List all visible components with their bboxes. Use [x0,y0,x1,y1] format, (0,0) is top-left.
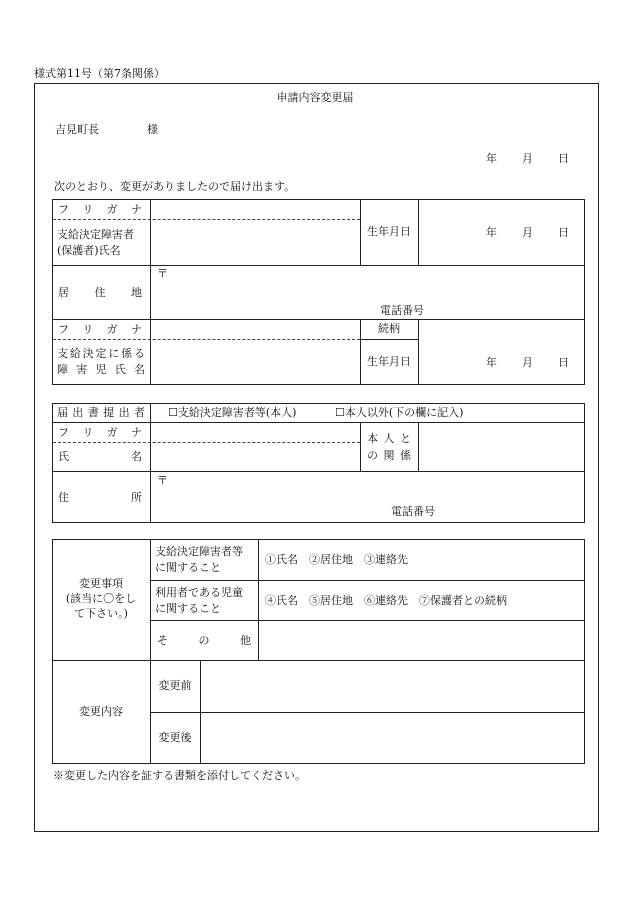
furigana-char: フ [58,323,69,336]
table-divider [150,580,585,581]
label-char: の [198,634,210,647]
before-label: 変更前 [158,678,192,692]
furigana-char: ガ [106,426,118,439]
label-char: 給 [69,347,81,360]
table-divider [150,620,585,621]
label-char: 氏 [114,363,126,376]
furigana-char: リ [82,426,94,439]
table-divider [52,319,585,320]
table-divider [418,319,419,385]
change-content-label: 変更内容 [79,704,123,718]
label-char: 人 [383,432,395,445]
other-label [157,635,251,646]
attachment-note: ※変更した内容を証する書類を添付してください。 [53,769,306,782]
label-char: 係 [400,449,411,462]
submitter-furigana-label [58,427,142,438]
child-birth-month-label: 月 [522,356,533,369]
relation-label-line1 [367,433,411,444]
child-name-label-line1 [57,348,145,359]
submitter-name-label [58,451,142,462]
table-divider [418,422,419,471]
birth-year-label: 年 [486,226,497,239]
table-divider [150,712,585,713]
label-char: 提 [103,406,115,419]
row1-label [155,544,243,576]
postal-mark: 〒 [157,267,168,280]
label-char: 所 [131,491,142,504]
label-line: 利用者である児童 [155,586,243,599]
birth-month-label: 月 [522,226,533,239]
submitter-postal-mark: 〒 [157,474,168,487]
label-char: そ [157,634,168,647]
label-char: 関 [383,449,395,462]
dashed-divider [53,339,360,340]
child-birth-day-label: 日 [558,356,569,369]
label-char: 書 [87,406,99,419]
label-char: 決 [82,347,94,360]
applicant-name-label [57,227,134,259]
table-divider [52,422,585,423]
table-divider [150,199,151,385]
furigana-char: ガ [106,203,118,216]
date-month-label: 月 [522,152,533,165]
table-divider [418,199,419,265]
label-line: 支給決定障害者等 [155,545,243,558]
label-char: 障 [57,363,68,376]
row2-label [155,585,243,617]
table-divider [52,471,585,472]
label-char: 住 [58,491,69,504]
change-items-label [52,539,150,660]
submitter-phone-label: 電話番号 [391,505,435,518]
after-label: 変更後 [158,730,192,744]
phone-label: 電話番号 [380,304,424,317]
intro-text: 次のとおり、変更がありましたので届け出ます。 [54,180,296,193]
table-divider [52,265,585,266]
furigana-char: フ [58,203,69,216]
addressee-honorific: 様 [147,123,158,136]
form-title: 申請内容変更届 [276,91,354,104]
addressee-name: 吉見町長 [55,123,99,136]
relation-label-line2 [367,450,411,461]
submitter-label [57,407,145,418]
label-line: (該当に〇をし [65,592,137,606]
label-char: 者 [133,406,145,419]
furigana-char: ナ [130,426,142,439]
label-char: の [367,449,378,462]
row2-options[interactable]: ④氏名 ⑤居住地 ⑥連絡先 ⑦保護者との続柄 [265,594,507,607]
label-line: に関すること [155,601,221,615]
birth-date-label: 生年月日 [367,224,411,238]
label-char: と [400,432,411,445]
table-divider [150,403,151,523]
label-char: 出 [72,406,84,419]
label-char: 届 [57,406,68,419]
dashed-divider [53,219,360,220]
label-char: 害 [76,363,88,376]
child-furigana-label [58,324,142,335]
label-char: 本 [367,432,378,445]
date-day-label: 日 [558,152,569,165]
label-char: 児 [95,363,107,376]
child-birth-date-label: 生年月日 [367,354,411,368]
furigana-label [58,204,142,215]
table-divider [258,539,259,660]
label-char: に [108,347,120,360]
submitter-option-other[interactable]: ☐本人以外(下の欄に記入) [335,406,464,419]
dashed-divider [53,442,360,443]
label-line: て下さい。) [74,606,128,620]
row1-options[interactable]: ①氏名 ②居住地 ③連絡先 [265,553,408,566]
furigana-char: リ [82,323,94,336]
submitter-address-label [58,492,142,503]
label-line: (保護者)氏名 [57,243,121,257]
furigana-char: ナ [130,203,142,216]
relationship-label: 続柄 [378,321,400,335]
label-char: 地 [131,286,142,299]
child-name-label-line2 [57,364,145,375]
birth-day-label: 日 [558,226,569,239]
label-char: 出 [118,406,130,419]
furigana-char: ナ [130,323,142,336]
residence-label [58,287,142,298]
label-line: に関すること [155,560,221,574]
furigana-char: ガ [106,323,118,336]
label-char: 名 [134,363,145,376]
label-char: る [133,347,145,360]
submitter-table [52,403,585,523]
label-char: 定 [95,347,107,360]
label-char: 他 [240,634,251,647]
label-char: 住 [94,286,106,299]
label-line: 変更事項 [78,577,123,591]
table-divider [360,422,361,471]
label-line: 支給決定障害者 [57,228,134,241]
furigana-char: フ [58,426,69,439]
label-char: 支 [57,347,68,360]
submitter-option-self[interactable]: ☐支給決定障害者等(本人) [168,406,297,419]
label-char: 係 [121,347,133,360]
label-char: 居 [58,286,69,299]
form-number: 様式第11号（第7条関係） [34,67,165,80]
label-char: 名 [131,450,142,463]
child-birth-year-label: 年 [486,356,497,369]
furigana-char: リ [82,203,94,216]
label-char: 氏 [58,450,69,463]
date-year-label: 年 [486,152,497,165]
